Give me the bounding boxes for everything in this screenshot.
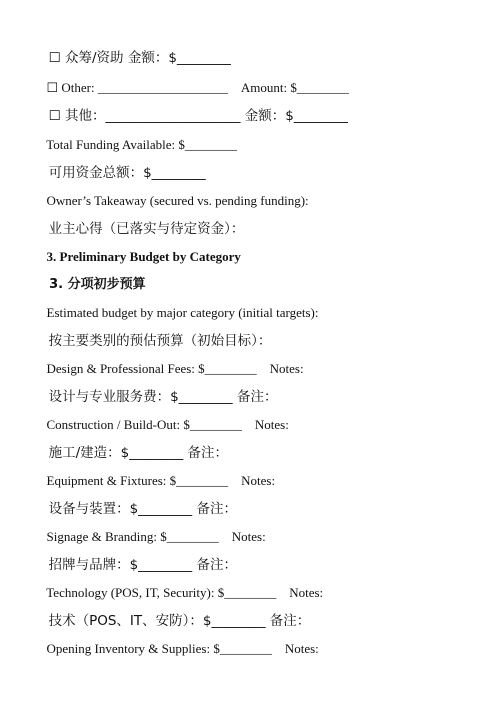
heading-text: 3. Preliminary Budget by Category [46, 249, 241, 264]
total-funding-en-line [40, 125, 237, 151]
section-heading-en [40, 237, 241, 263]
line-text: ☐ Other: ____________________ [46, 80, 228, 95]
amount-label: Amount: $________ [240, 80, 349, 95]
line-text: Equipment & Fixtures: $________ [46, 473, 229, 488]
line-text: 按主要类别的预估预算（初始目标）： [48, 332, 272, 349]
notes-label: Notes: [284, 641, 319, 656]
heading-text: 3. 分项初步预算 [49, 277, 146, 292]
crowdfunding-amount-zh-line [40, 38, 231, 65]
owners-takeaway-en-line [40, 181, 309, 207]
notes-label: Notes: [269, 361, 304, 376]
design-fees-zh-line [40, 377, 277, 404]
design-fees-en-line [40, 349, 304, 375]
line-text: ☐ 其他：____________________ 金额：$________ [48, 107, 348, 124]
line-text: Opening Inventory & Supplies: $________ [46, 641, 272, 656]
line-text: Estimated budget by major category (initial targets): [46, 305, 319, 320]
owners-takeaway-zh-line [40, 209, 244, 236]
technology-en-line [40, 573, 323, 599]
line-text: 施工/建造：$________ 备注： [48, 444, 229, 461]
opening-inventory-en-line [40, 629, 319, 655]
notes-label: Notes: [241, 473, 276, 488]
line-text: Total Funding Available: $________ [46, 137, 237, 152]
other-amount-zh-line [40, 96, 348, 123]
line-text: Signage & Branding: $________ [46, 529, 219, 544]
construction-en-line [40, 405, 289, 431]
estimated-budget-zh-line [40, 321, 271, 348]
line-text: ☐ 众筹/资助 金额：$________ [48, 49, 231, 66]
equipment-zh-line [40, 489, 237, 516]
line-text: 设计与专业服务费：$________ 备注： [48, 388, 278, 405]
line-text: Owner’s Takeaway (secured vs. pending funding): [46, 193, 309, 208]
technology-zh-line [40, 601, 310, 628]
construction-zh-line [40, 433, 228, 460]
line-text: 设备与装置：$________ 备注： [48, 500, 237, 517]
line-text: 招牌与品牌：$________ 备注： [48, 556, 237, 573]
line-text: Technology (POS, IT, Security): $________ [46, 585, 277, 600]
line-text: 业主心得（已落实与待定资金）： [48, 220, 245, 237]
other-amount-en-line [40, 68, 349, 94]
notes-label: Notes: [231, 529, 266, 544]
line-text: Construction / Build-Out: $________ [46, 417, 242, 432]
section-heading-zh [40, 265, 146, 291]
signage-zh-line [40, 545, 237, 572]
notes-label: Notes: [289, 585, 324, 600]
line-text: 技术（POS、IT、安防）：$________ 备注： [48, 612, 311, 629]
estimated-budget-en-line [40, 293, 318, 319]
notes-label: Notes: [254, 417, 289, 432]
line-text: 可用资金总额：$________ [48, 164, 206, 181]
line-text: Design & Professional Fees: $________ [46, 361, 257, 376]
total-funding-zh-line [40, 153, 206, 180]
equipment-en-line [40, 461, 275, 487]
signage-en-line [40, 517, 266, 543]
